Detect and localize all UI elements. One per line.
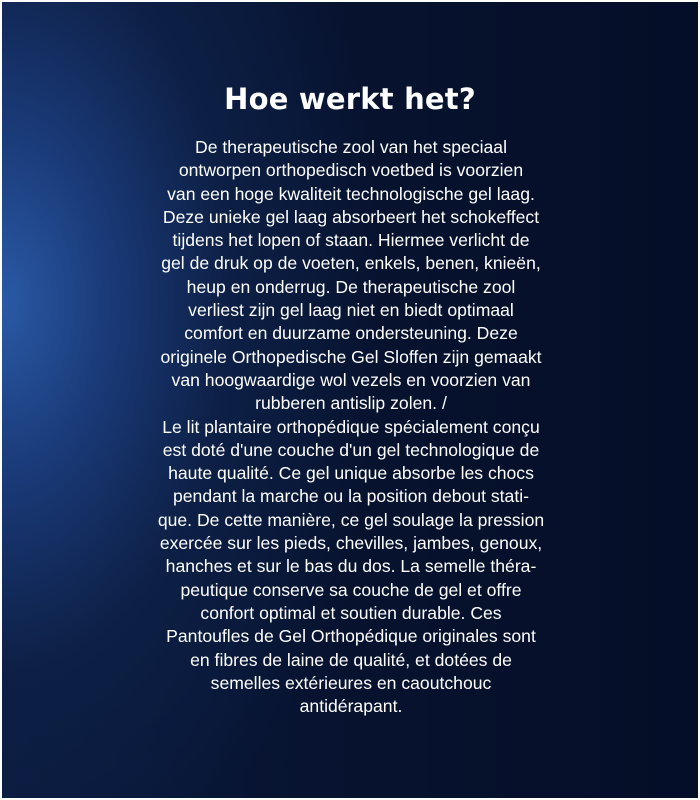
text-line: gel de druk op de voeten, enkels, benen, knieën, [161, 253, 541, 274]
text-line: semelles extérieures en caoutchouc [210, 672, 492, 693]
text-line: Le lit plantaire orthopédique spécialement conçu [162, 416, 540, 437]
text-line: verliest zijn gel laag niet en biedt optimaal [188, 300, 514, 321]
text-line: ontworpen orthopedisch voetbed is voorzien [178, 160, 524, 181]
text-line: comfort en duurzame ondersteuning. Deze [184, 323, 518, 344]
text-line: peutique conserve sa couche de gel et offre [180, 579, 522, 600]
page-title: Hoe werkt het? [224, 82, 476, 116]
text-line: van een hoge kwaliteit technologische gel laag. [167, 183, 535, 204]
text-line: originele Orthopedische Gel Sloffen zijn gemaakt [160, 346, 542, 367]
text-line: est doté d'une couche d'un gel technologique de [162, 439, 540, 460]
text-line: haute qualité. Ce gel unique absorbe les chocs [168, 463, 534, 484]
text-line: van hoogwaardige wol vezels en voorzien van [171, 369, 531, 390]
text-line: tijdens het lopen of staan. Hiermee verlicht de [172, 230, 530, 251]
info-panel [2, 2, 698, 798]
text-line: pendant la marche ou la position debout stati- [172, 486, 530, 507]
text-line: confort optimal et soutien durable. Ces [200, 602, 502, 623]
text-line: De therapeutische zool van het speciaal [195, 137, 507, 157]
text-line: que. De cette manière, ce gel soulage la pression [157, 509, 545, 530]
text-line: Pantoufles de Gel Orthopédique originales sont [166, 626, 536, 647]
text-line: hanches et sur le bas du dos. La semelle théra- [165, 556, 537, 577]
text-line: heup en onderrug. De therapeutische zool [186, 276, 516, 297]
description-text [120, 136, 582, 718]
text-line: en fibres de laine de qualité, et dotées de [190, 649, 512, 670]
text-line: antidérapant. [299, 696, 403, 717]
text-line: Deze unieke gel laag absorbeert het schokeffect [162, 206, 540, 227]
text-line: rubberen antislip zolen. / [255, 393, 447, 414]
text-line: exercée sur les pieds, chevilles, jambes, genoux, [159, 533, 543, 554]
